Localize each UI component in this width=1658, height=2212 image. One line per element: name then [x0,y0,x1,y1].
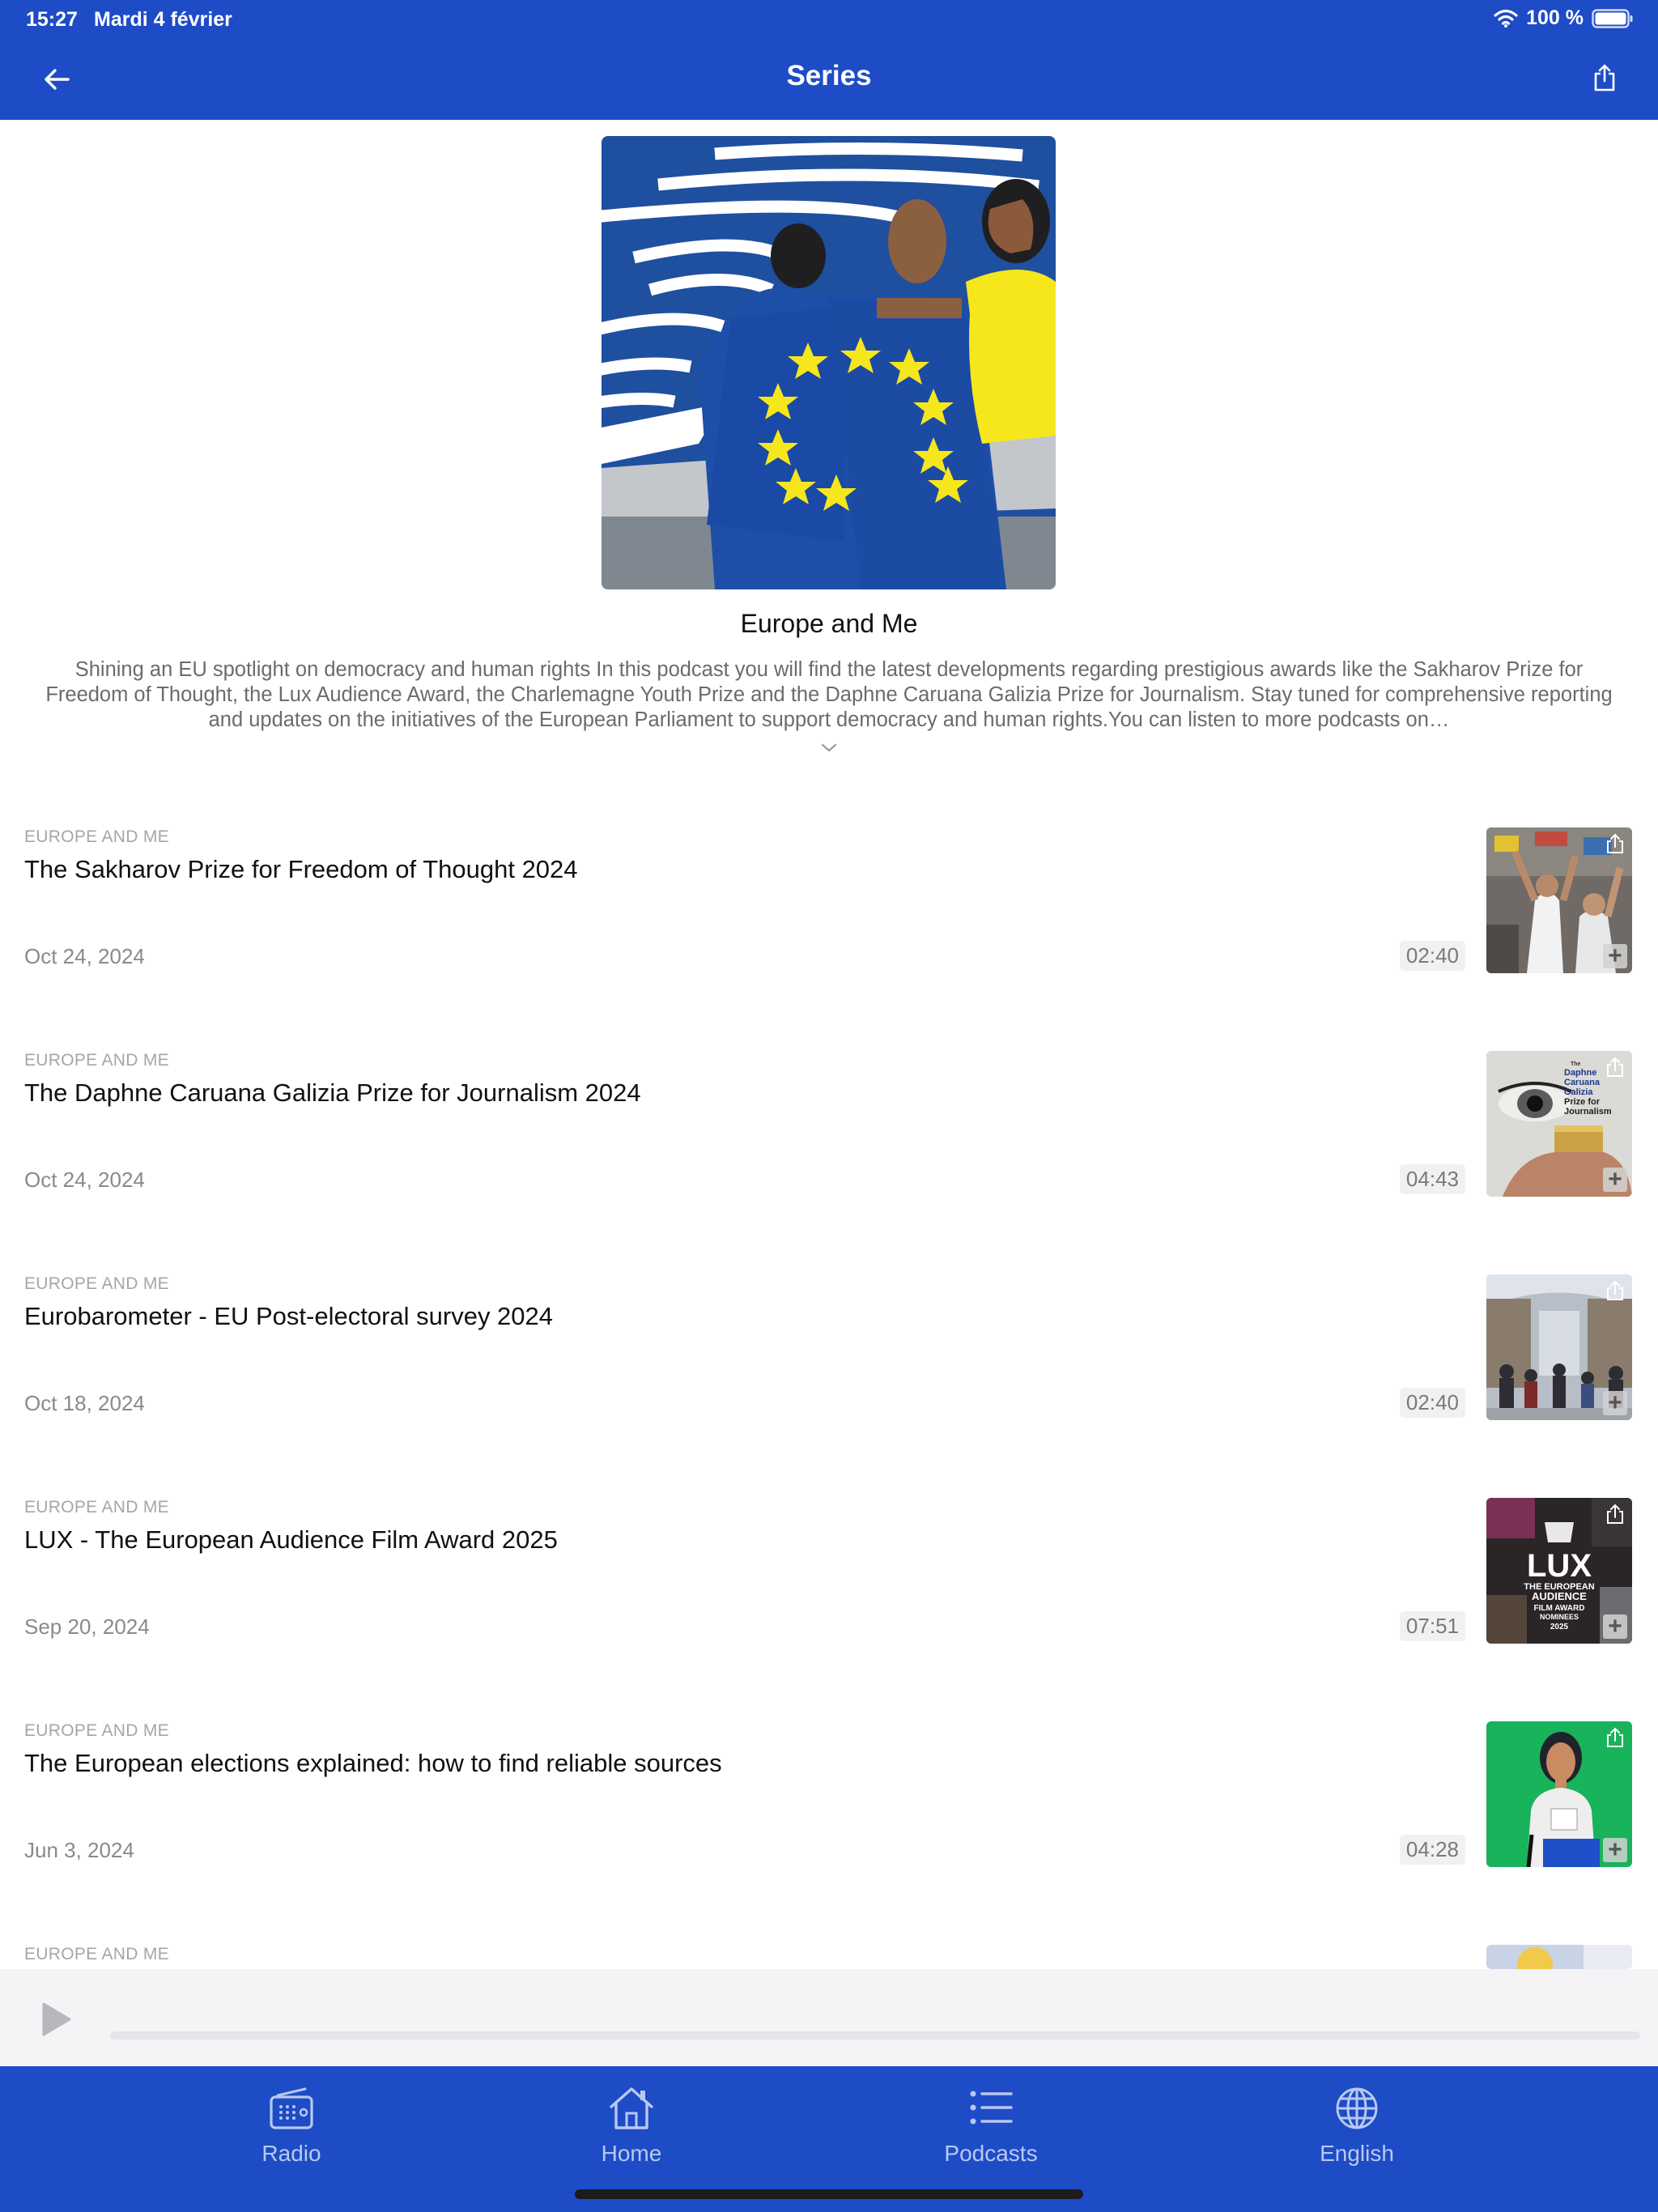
episode-title[interactable]: The European elections explained: how to find reliable sources [24,1749,722,1777]
add-to-playlist-button[interactable]: + [1603,1838,1627,1862]
daphne-thumb-line: Galizia [1564,1087,1593,1097]
home-icon [608,2086,655,2131]
list-icon [967,2086,1014,2131]
episode-thumbnail[interactable] [1486,1051,1632,1197]
share-icon[interactable] [1605,1056,1626,1078]
tab-radio[interactable] [202,2086,380,2167]
episode-series-label: EUROPE AND ME [24,1498,169,1516]
episode-row[interactable] [0,1938,1658,1966]
share-button[interactable] [1587,58,1622,97]
daphne-thumb-line: The [1571,1061,1581,1067]
series-description: Shining an EU spotlight on democracy and human rights In this podcast you will find the latest developments regarding prestigious awards like the Sakharov Prize for Freedom of Thought, the Lux Audience Award, the Charlemagne Youth Prize and the Daphne Caruana Galizia Prize for Journalism. Stay tuned for comprehensive reporting and updates on the initiatives of the European Parliament to support democracy and human rights.You can listen to more podcasts on… [45,658,1613,731]
episode-thumbnail[interactable] [1486,827,1632,973]
episode-thumbnail[interactable] [1486,1274,1632,1420]
episode-row[interactable] [0,1491,1658,1715]
episode-series-label: EUROPE AND ME [24,1274,169,1293]
lux-thumb-line: LUX [1527,1548,1592,1584]
episode-date: Oct 18, 2024 [24,1391,145,1415]
episode-row[interactable] [0,1044,1658,1268]
tab-label: Home [601,2141,662,2166]
add-to-playlist-button[interactable]: + [1603,944,1627,968]
episode-title[interactable]: The Daphne Caruana Galizia Prize for Journalism 2024 [24,1078,641,1107]
tab-home[interactable] [542,2086,721,2167]
app-header [0,0,1658,120]
series-cover-image [602,136,1056,589]
tab-label: Podcasts [944,2141,1038,2166]
episode-series-label: EUROPE AND ME [24,1721,169,1740]
episode-duration: 04:28 [1400,1835,1465,1865]
mini-player [0,1969,1658,2066]
share-icon[interactable] [1605,1726,1626,1749]
share-icon[interactable] [1605,1503,1626,1525]
battery-percentage: 100 % [1526,6,1584,29]
globe-icon [1333,2086,1380,2131]
lux-thumb-line: NOMINEES [1539,1613,1579,1621]
episode-thumbnail[interactable] [1486,1721,1632,1867]
tab-label: Radio [261,2141,321,2166]
episode-date: Sep 20, 2024 [24,1614,150,1639]
tab-podcasts[interactable] [902,2086,1080,2167]
add-to-playlist-button[interactable]: + [1603,1614,1627,1639]
share-icon[interactable] [1605,832,1626,855]
episode-date: Oct 24, 2024 [24,1168,145,1192]
daphne-thumb-line: Daphne [1564,1068,1597,1078]
status-date: Mardi 4 février [94,8,232,31]
tab-english[interactable] [1268,2086,1446,2167]
lux-thumb-line: FILM AWARD [1533,1604,1585,1613]
episode-date: Jun 3, 2024 [24,1838,134,1862]
radio-icon [268,2086,315,2131]
episode-thumbnail[interactable] [1486,1498,1632,1644]
daphne-thumb-line: Caruana [1564,1078,1601,1087]
episode-title[interactable]: The Sakharov Prize for Freedom of Thought 2024 [24,855,578,883]
battery-icon [1592,8,1634,29]
episode-duration: 04:43 [1400,1164,1465,1194]
lux-thumb-line: THE EUROPEAN [1524,1582,1595,1592]
episode-row[interactable] [0,1268,1658,1491]
episode-duration: 02:40 [1400,1388,1465,1418]
share-icon[interactable] [1605,1279,1626,1302]
episode-row[interactable] [0,1715,1658,1938]
episode-title[interactable]: Eurobarometer - EU Post-electoral survey 2024 [24,1302,554,1330]
share-icon [1592,63,1617,92]
add-to-playlist-button[interactable]: + [1603,1391,1627,1415]
episode-title[interactable]: LUX - The European Audience Film Award 2025 [24,1525,558,1554]
daphne-thumb-line: Prize for [1564,1097,1601,1107]
play-icon[interactable] [39,2001,73,2037]
episode-row[interactable] [0,821,1658,1044]
daphne-thumb-line: Journalism [1564,1107,1612,1117]
playback-progress-bar[interactable] [110,2031,1640,2040]
add-to-playlist-button[interactable]: + [1603,1168,1627,1192]
episode-duration: 07:51 [1400,1611,1465,1641]
episode-list [0,821,1658,1966]
episode-series-label: EUROPE AND ME [24,1051,169,1070]
page-title: Series [786,60,872,91]
lux-thumb-line: 2025 [1550,1623,1569,1631]
episode-duration: 02:40 [1400,941,1465,971]
episode-thumbnail[interactable] [1486,1945,1632,1969]
lux-thumb-line: AUDIENCE [1532,1590,1587,1602]
series-title: Europe and Me [740,609,918,638]
status-indicators [1494,6,1634,30]
chevron-down-icon[interactable] [818,740,840,756]
episode-series-label: EUROPE AND ME [24,1945,169,1963]
tab-label: English [1320,2141,1394,2166]
home-indicator [575,2189,1083,2199]
episode-date: Oct 24, 2024 [24,944,145,968]
status-time: 15:27 [26,8,78,31]
wifi-icon [1494,9,1518,28]
episode-series-label: EUROPE AND ME [24,827,169,846]
